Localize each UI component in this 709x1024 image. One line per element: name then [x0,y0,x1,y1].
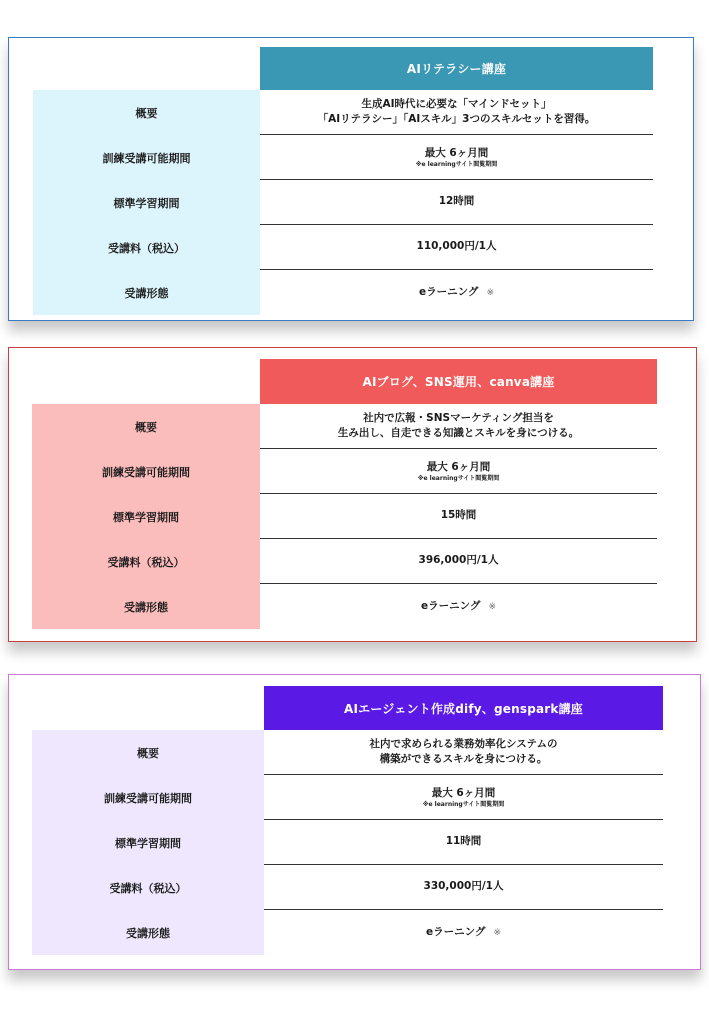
row-label: 訓練受講可能期間 [32,449,260,494]
format-text-wrap [421,599,496,614]
row-label: 訓練受講可能期間 [33,135,260,180]
course-card-ai-literacy [8,37,694,321]
row-fee [32,539,657,584]
access-period-note: ※e learningサイト閲覧期間 [415,161,498,169]
fee-value: 396,000円/1人 [260,539,657,584]
asterisk-mark: ※ [488,601,496,612]
row-study-hours [32,494,657,539]
row-label: 標準学習期間 [32,494,260,539]
row-label: 受講料（税込） [32,539,260,584]
course-table [32,730,663,955]
overview-line-2: 「AIリテラシー」「AIスキル」3つのスキルセットを習得。 [317,113,596,125]
access-period-note: ※e learningサイト閲覧期間 [417,475,500,483]
row-label: 受講料（税込） [33,225,260,270]
access-period-text: 最大 6ヶ月間 [431,786,496,799]
course-card-ai-agent-dify-genspark [8,674,701,970]
row-study-hours [33,180,653,225]
format-text-wrap [419,285,494,300]
row-label: 受講形態 [33,270,260,315]
study-hours-value: 15時間 [260,494,657,539]
row-access-period [32,449,657,494]
overview-line-1: 生成AI時代に必要な「マインドセット」 [361,97,552,110]
row-fee [32,865,663,910]
format-text-wrap [426,925,501,940]
row-format [32,584,657,629]
overview-line-2: 構築ができるスキルを身につける。 [379,753,548,765]
row-format [32,910,663,955]
overview-value [260,90,653,135]
row-overview [32,404,657,449]
access-period-value [260,449,657,494]
row-label: 受講形態 [32,910,264,955]
overview-line-1: 社内で広報・SNSマーケティング担当を [363,411,554,424]
row-overview [32,730,663,775]
asterisk-mark: ※ [493,927,501,938]
study-hours-value: 12時間 [260,180,653,225]
course-title: AIエージェント作成dify、genspark講座 [264,686,663,730]
course-table [32,404,657,629]
row-overview [33,90,653,135]
fee-value: 330,000円/1人 [264,865,663,910]
access-period-note: ※e learningサイト閲覧期間 [422,801,505,809]
format-text: eラーニング [426,925,486,938]
course-title: AIブログ、SNS運用、canva講座 [260,359,657,404]
row-fee [33,225,653,270]
overview-value [260,404,657,449]
overview-line-1: 社内で求められる業務効率化システムの [369,737,558,750]
row-label: 標準学習期間 [32,820,264,865]
course-title: AIリテラシー講座 [260,47,653,90]
row-format [33,270,653,315]
fee-value: 110,000円/1人 [260,225,653,270]
row-label: 概要 [32,404,260,449]
access-period-value [260,135,653,180]
course-table [33,90,653,315]
row-study-hours [32,820,663,865]
asterisk-mark: ※ [486,287,494,298]
row-label: 概要 [32,730,264,775]
format-value [264,910,663,955]
overview-line-2: 生み出し、自走できる知識とスキルを身につける。 [337,427,580,439]
study-hours-value: 11時間 [264,820,663,865]
overview-value [264,730,663,775]
format-text: eラーニング [421,599,481,612]
format-value [260,270,653,315]
format-text: eラーニング [419,285,479,298]
row-label: 受講形態 [32,584,260,629]
format-value [260,584,657,629]
row-label: 標準学習期間 [33,180,260,225]
row-label: 概要 [33,90,260,135]
row-label: 訓練受講可能期間 [32,775,264,820]
row-access-period [32,775,663,820]
course-card-ai-blog-sns-canva [8,347,697,642]
access-period-text: 最大 6ヶ月間 [424,146,489,159]
row-access-period [33,135,653,180]
access-period-value [264,775,663,820]
access-period-text: 最大 6ヶ月間 [426,460,491,473]
row-label: 受講料（税込） [32,865,264,910]
